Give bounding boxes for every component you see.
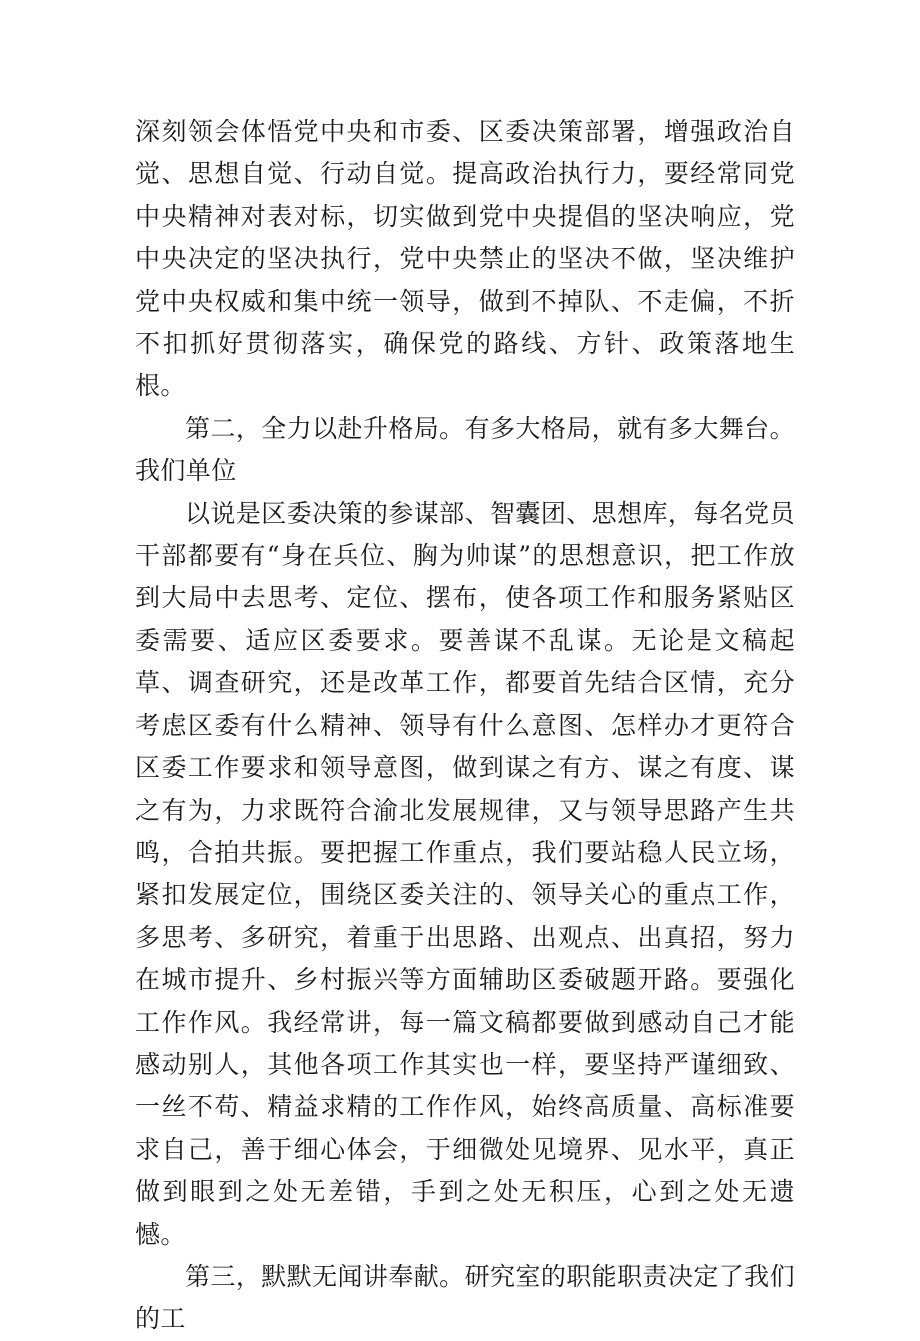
paragraph-4: 第三，默默无闻讲奉献。研究室的职能职责决定了我们的工 — [135, 1261, 795, 1334]
paragraph-3: 以说是区委决策的参谋部、智囊团、思想库，每名党员干部都要有“身在兵位、胸为帅谋”的思想意识，把工作放到大局中去思考、定位、摆布，使各项工作和服务紧贴区委需要、适应区委要求。要善谋不乱谋。无论是文稿起草、调查研究，还是改革工作，都要首先结合区情，充分考虑区委有什么精神、领导有什么意图、怎样办才更符合区委工作要求和领导意图，做到谋之有方、谋之有度、谋之有为，力求既符合渝北发展规律，又与领导思路产生共鸣，合拍共振。要把握工作重点，我们要站稳人民立场，紧扣发展定位，围绕区委关注的、领导关心的重点工作，多思考、多研究，着重于出思路、出观点、出真招，努力在城市提升、乡村振兴等方面辅助区委破题开路。要强化工作作风。我经常讲，每一篇文稿都要做到感动自己才能感动别人，其他各项工作其实也一样，要坚持严谨细致、一丝不苟、精益求精的工作作风，始终高质量、高标准要求自己，善于细心体会，于细微处见境界、见水平，真正做到眼到之处无差错，手到之处无积压，心到之处无遗憾。 — [135, 498, 795, 1249]
paragraph-1: 深刻领会体悟党中央和市委、区委决策部署，增强政治自觉、思想自觉、行动自觉。提高政治执行力，要经常同党中央精神对表对标，切实做到党中央提倡的坚决响应，党中央决定的坚决执行，党中央禁止的坚决不做，坚决维护党中央权威和集中统一领导，做到不掉队、不走偏，不折不扣抓好贯彻落实，确保党的路线、方针、政策落地生根。 — [135, 117, 795, 401]
paragraph-2: 第二，全力以赴升格局。有多大格局，就有多大舞台。我们单位 — [135, 413, 795, 486]
document-body — [135, 111, 795, 1341]
